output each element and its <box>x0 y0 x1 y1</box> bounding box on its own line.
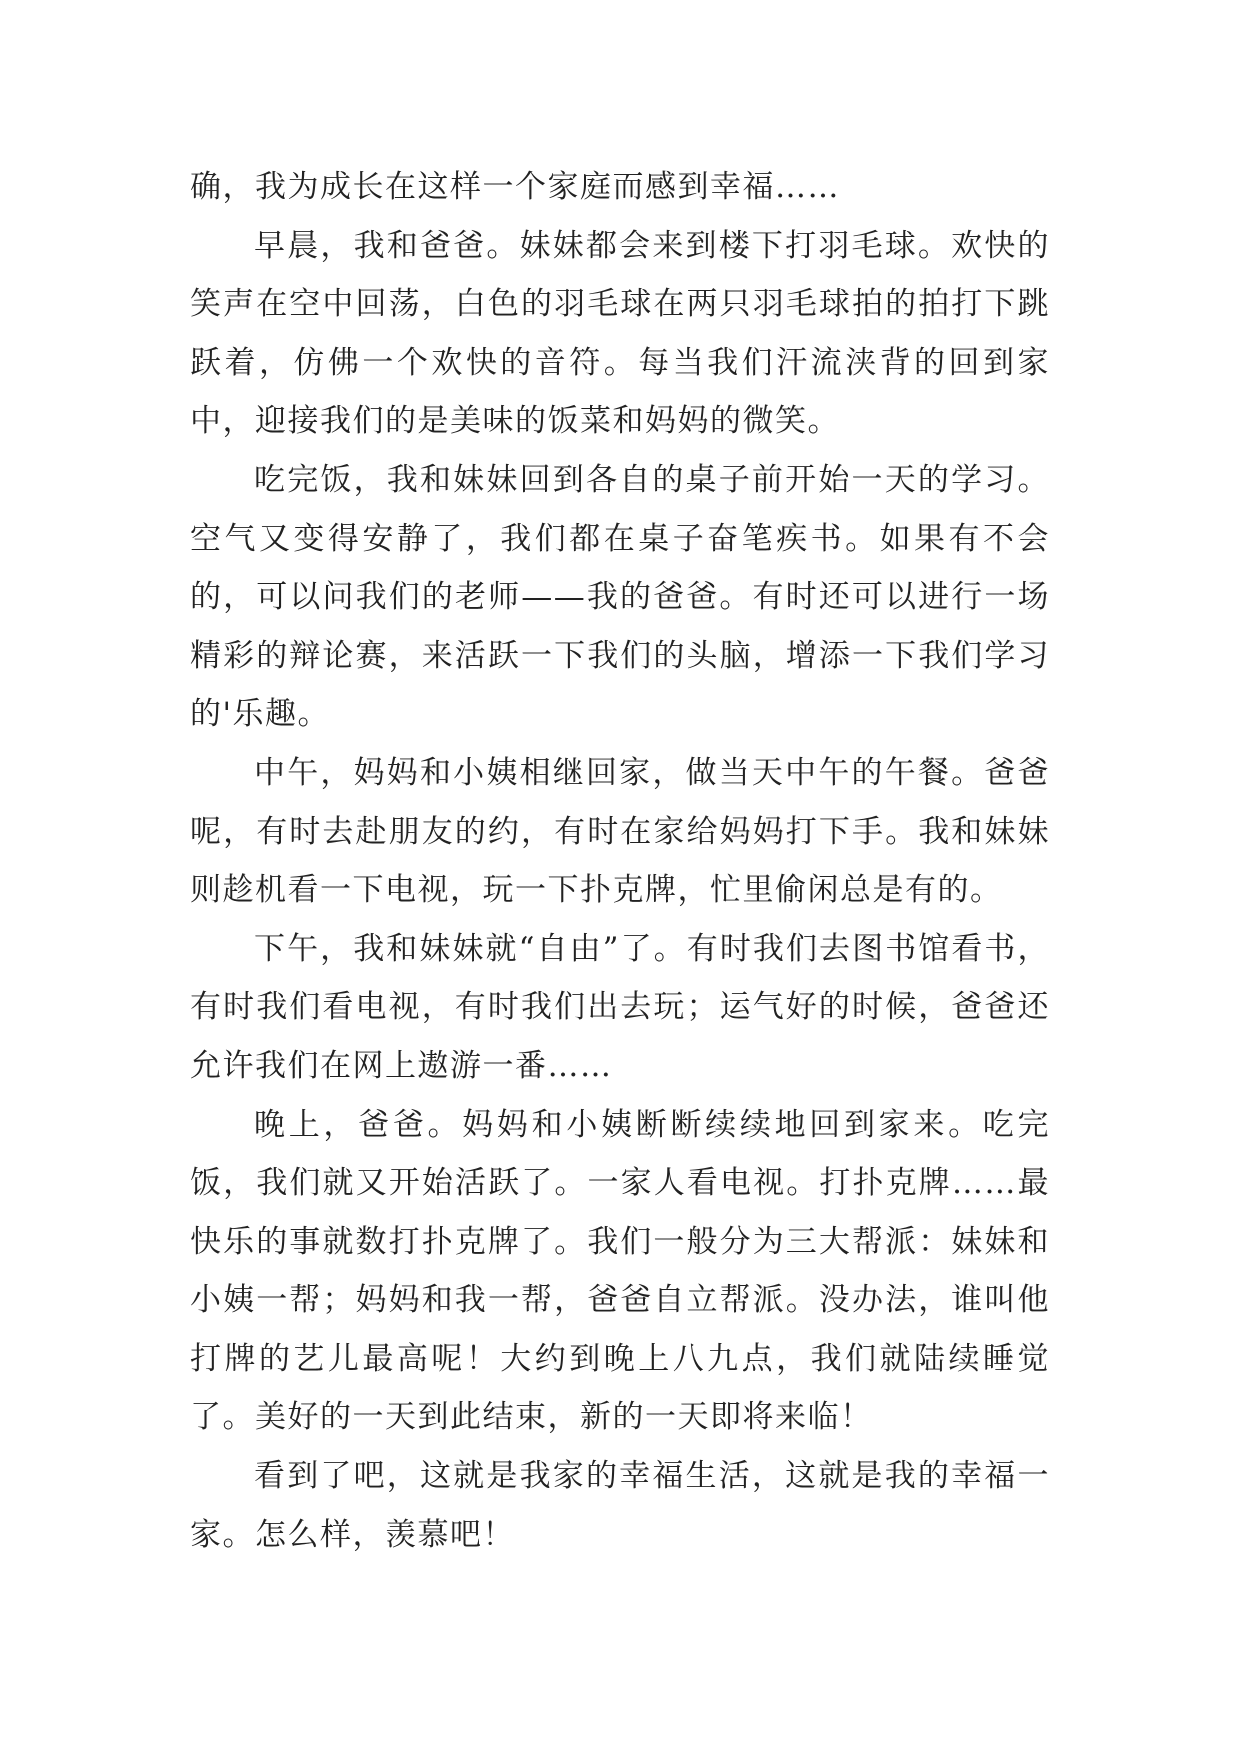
paragraph-evening: 晚上，爸爸。妈妈和小姨断断续续地回到家来。吃完饭，我们就又开始活跃了。一家人看电视。打扑克牌……最快乐的事就数打扑克牌了。我们一般分为三大帮派：妹妹和小姨一帮；妈妈和我一帮，爸爸自立帮派。没办法，谁叫他打牌的艺儿最高呢！大约到晚上八九点，我们就陆续睡觉了。美好的一天到此结束，新的一天即将来临！ <box>190 1106 1050 1436</box>
paragraph-noon: 中午，妈妈和小姨相继回家，做当天中午的午餐。爸爸呢，有时去赴朋友的约，有时在家给妈妈打下手。我和妹妹则趁机看一下电视，玩一下扑克牌，忙里偷闲总是有的。 <box>190 754 1050 909</box>
paragraph-afternoon: 下午，我和妹妹就“自由”了。有时我们去图书馆看书，有时我们看电视，有时我们出去玩；运气好的时候，爸爸还允许我们在网上遨游一番…… <box>190 930 1050 1084</box>
essay-body <box>190 158 1050 1564</box>
paragraph-conclusion: 看到了吧，这就是我家的幸福生活，这就是我的幸福一家。怎么样，羡慕吧！ <box>190 1458 1050 1553</box>
paragraph-continuation: 确，我为成长在这样一个家庭而感到幸福…… <box>190 169 840 205</box>
paragraph-morning: 早晨，我和爸爸。妹妹都会来到楼下打羽毛球。欢快的笑声在空中回荡，白色的羽毛球在两只羽毛球拍的拍打下跳跃着，仿佛一个欢快的音符。每当我们汗流浃背的回到家中，迎接我们的是美味的饭菜和妈妈的微笑。 <box>190 227 1050 440</box>
paragraph-study: 吃完饭，我和妹妹回到各自的桌子前开始一天的学习。空气又变得安静了，我们都在桌子奋笔疾书。如果有不会的，可以问我们的老师——我的爸爸。有时还可以进行一场精彩的辩论赛，来活跃一下我们的头脑，增添一下我们学习的'乐趣。 <box>190 461 1050 733</box>
